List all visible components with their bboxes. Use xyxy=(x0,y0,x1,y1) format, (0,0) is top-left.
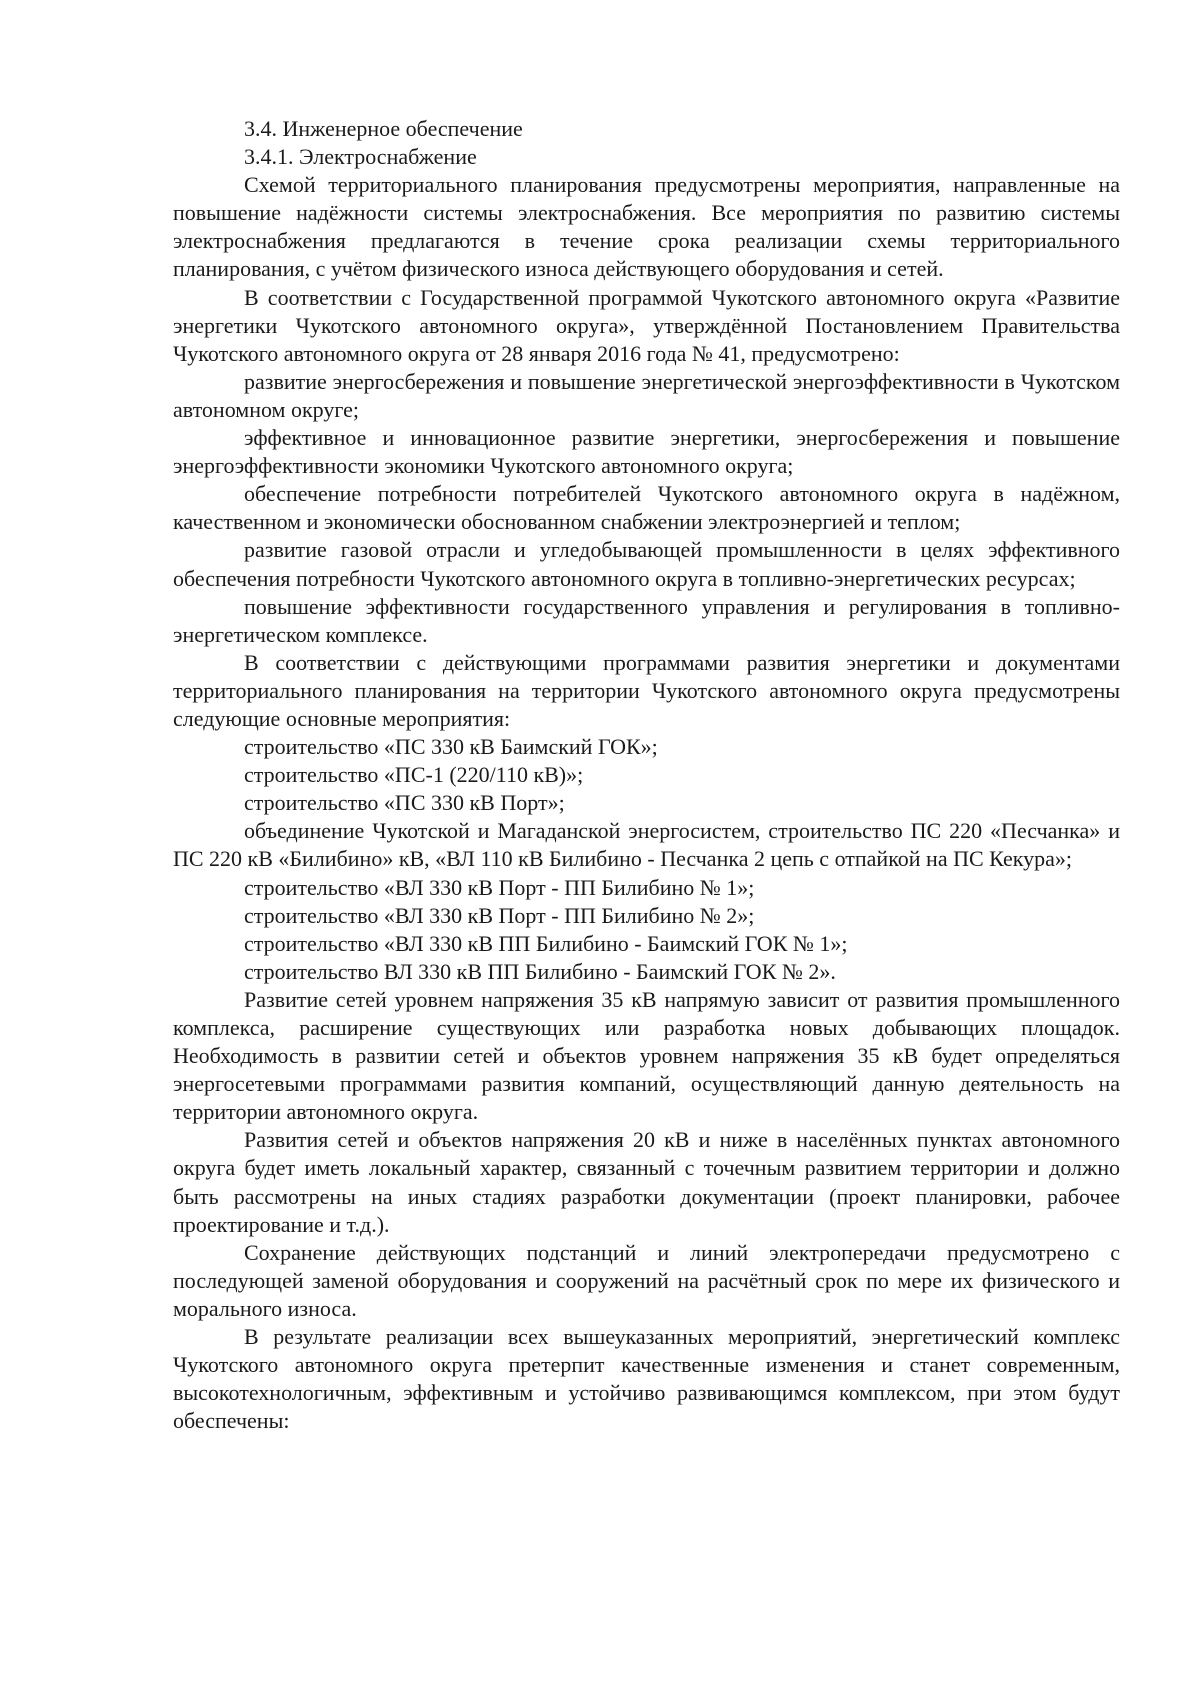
section-heading: 3.4. Инженерное обеспечение xyxy=(244,116,523,141)
paragraph-35kv-networks: Развитие сетей уровнем напряжения 35 кВ напрямую зависит от развития промышленного комплекса, расширение существующих или разработка новых добывающих площадок. Необходимость в развитии сетей и объектов уровнем напряжения 35 кВ будет определяться энергосетевыми программами развития компаний, осуществляющий данную деятельность на территории автономного округа. xyxy=(173,986,1120,1125)
list-item-program-goal: развитие газовой отрасли и угледобывающей промышленности в целях эффективного обеспечения потребности Чукотского автономного округа в топливно-энергетических ресурсах; xyxy=(173,537,1120,591)
paragraph-existing-substations: Сохранение действующих подстанций и линий электропередачи предусмотрено с последующей заменой оборудования и сооружений на расчётный срок по мере их физического и морального износа. xyxy=(173,1239,1120,1321)
list-item-measure: строительство «ПС-1 (220/110 кВ)»; xyxy=(244,762,584,788)
list-item-measure: строительство «ВЛ 330 кВ Порт - ПП Билибино № 1»; xyxy=(244,874,755,900)
list-item-program-goal: развитие энергосбережения и повышение энергетической энергоэффективности в Чукотском автономном округе; xyxy=(173,368,1120,422)
list-item-measure: строительство ВЛ 330 кВ ПП Билибино - Баимский ГОК № 2». xyxy=(244,958,836,984)
paragraph-state-program: В соответствии с Государственной программой Чукотского автономного округа «Развитие энергетики Чукотского автономного округа», утверждённой Постановлением Правительства Чукотского автономного округа от 28 января 2016 года № 41, предусмотрено: xyxy=(173,284,1120,366)
paragraph-result: В результате реализации всех вышеуказанных мероприятий, энергетический комплекс Чукотского автономного округа претерпит качественные изменения и станет современным, высокотехнологичным, эффективным и устойчиво развивающимся комплексом, при этом будут обеспечены: xyxy=(173,1324,1120,1434)
document-body xyxy=(173,115,1120,1435)
subsection-heading: 3.4.1. Электроснабжение xyxy=(244,144,477,170)
list-item-measure: строительство «ВЛ 330 кВ Порт - ПП Билибино № 2»; xyxy=(244,902,755,928)
list-item-measure: строительство «ПС 330 кВ Баимский ГОК»; xyxy=(244,734,658,760)
list-item-measure: строительство «ВЛ 330 кВ ПП Билибино - Баимский ГОК № 1»; xyxy=(244,930,848,956)
list-item-program-goal: эффективное и инновационное развитие энергетики, энергосбережения и повышение энергоэффективности экономики Чукотского автономного округа; xyxy=(173,425,1120,479)
list-item-program-goal: обеспечение потребности потребителей Чукотского автономного округа в надёжном, качественном и экономически обоснованном снабжении электроэнергией и теплом; xyxy=(173,481,1120,535)
paragraph-20kv-networks: Развития сетей и объектов напряжения 20 кВ и ниже в населённых пунктах автономного округа будет иметь локальный характер, связанный с точечным развитием территории и должно быть рассмотрены на иных стадиях разработки документации (проект планировки, рабочее проектирование и т.д.). xyxy=(173,1127,1120,1237)
paragraph-planned-measures: В соответствии с действующими программами развития энергетики и документами территориального планирования на территории Чукотского автономного округа предусмотрены следующие основные мероприятия: xyxy=(173,649,1120,731)
list-item-program-goal: повышение эффективности государственного управления и регулирования в топливно-энергетическом комплексе. xyxy=(173,593,1120,647)
paragraph-intro: Схемой территориального планирования предусмотрены мероприятия, направленные на повышение надёжности системы электроснабжения. Все мероприятия по развитию системы электроснабжения предлагаются в течение срока реализации схемы территориального планирования, с учётом физического износа действующего оборудования и сетей. xyxy=(173,172,1120,282)
list-item-measure: строительство «ПС 330 кВ Порт»; xyxy=(244,790,565,816)
list-item-measure: объединение Чукотской и Магаданской энергосистем, строительство ПС 220 «Песчанка» и ПС 220 кВ «Билибино» кВ, «ВЛ 110 кВ Билибино - Песчанка 2 цепь с отпайкой на ПС Кекура»; xyxy=(173,818,1120,872)
